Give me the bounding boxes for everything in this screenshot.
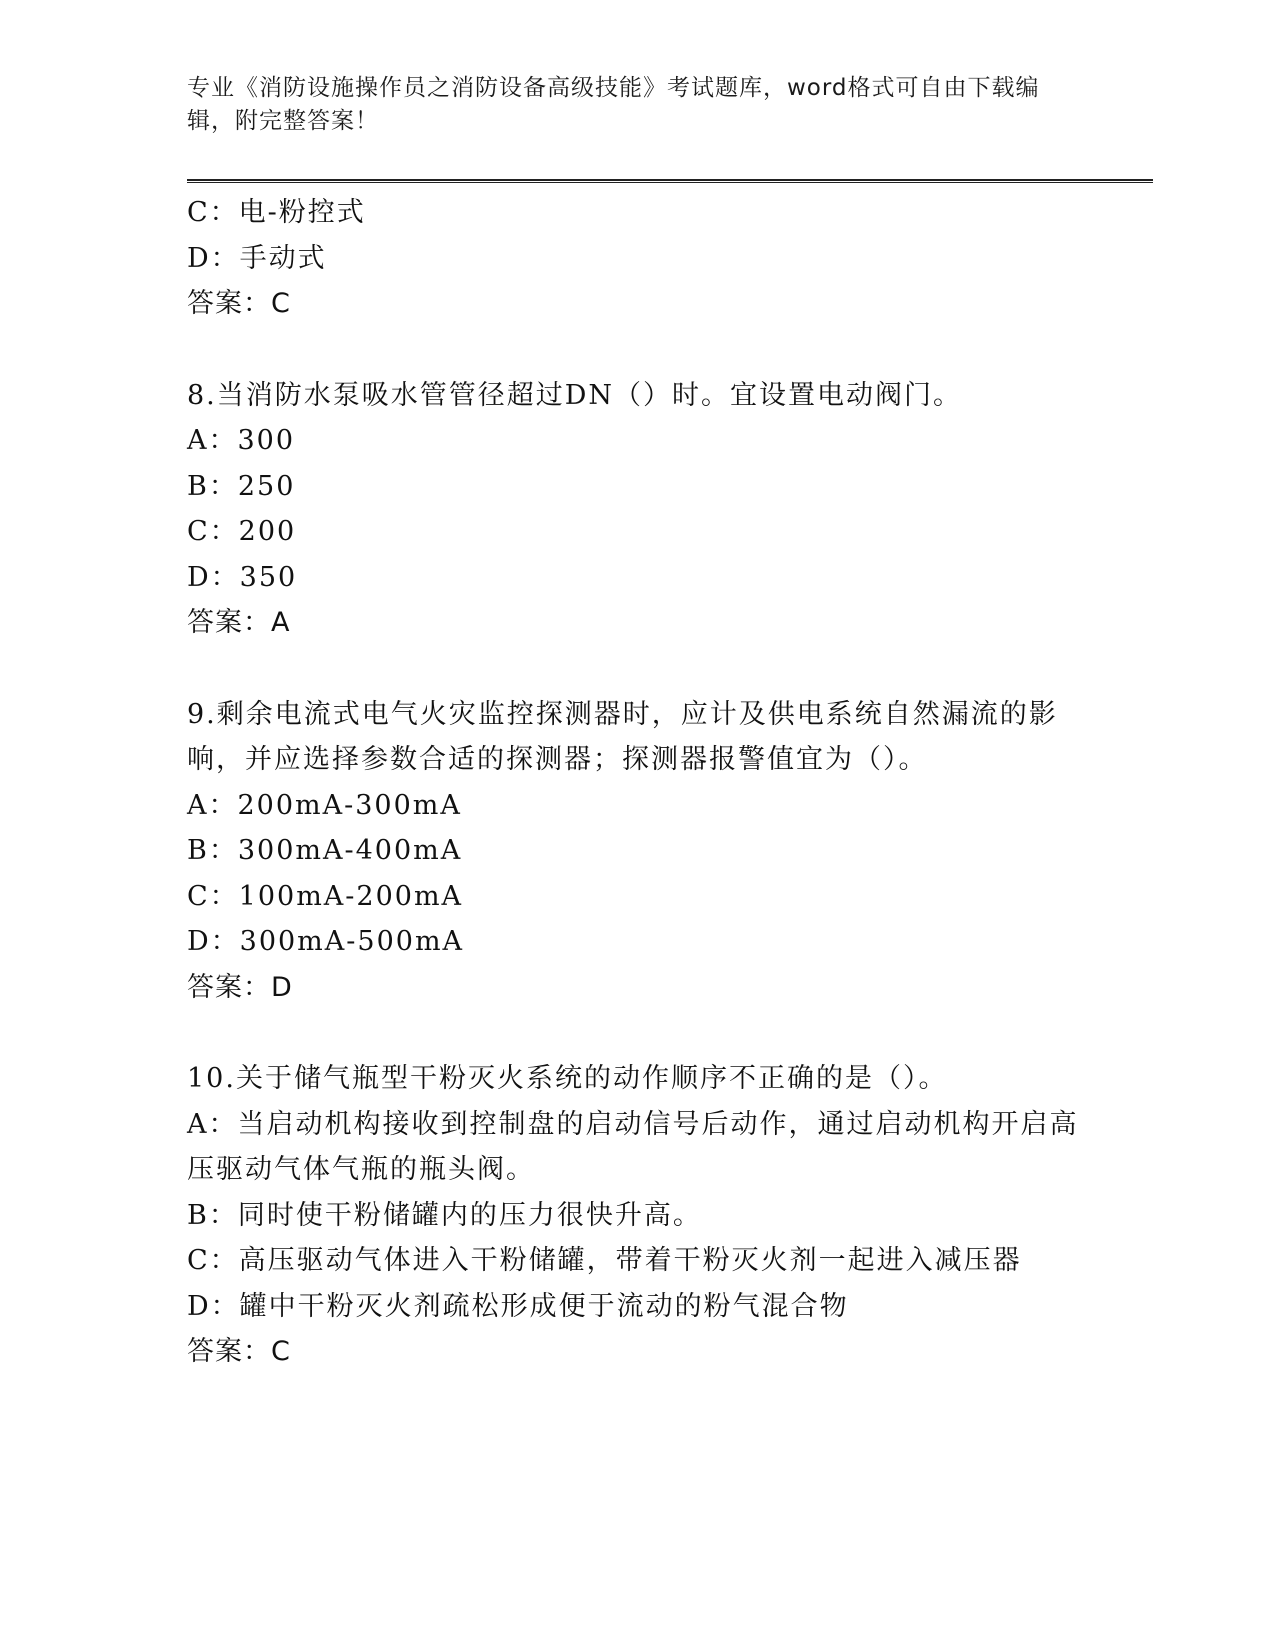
q7-answer: 答案：C bbox=[187, 288, 291, 319]
q9-option-a: A：200mA-300mA bbox=[187, 789, 462, 821]
question-7-tail bbox=[187, 190, 1087, 327]
question-9 bbox=[187, 692, 1087, 1011]
q10-option-a-line-1: A：当启动机构接收到控制盘的启动信号后动作，通过启动机构开启高 bbox=[187, 1108, 1079, 1140]
q9-option-c: C：100mA-200mA bbox=[187, 880, 464, 912]
question-8 bbox=[187, 373, 1087, 646]
q10-option-a-line-2: 压驱动气体气瓶的瓶头阀。 bbox=[187, 1154, 535, 1185]
q9-stem-line-2: 响，并应选择参数合适的探测器；探测器报警值宜为（）。 bbox=[187, 744, 928, 775]
q9-stem-line-1: 9.剩余电流式电气火灾监控探测器时，应计及供电系统自然漏流的影 bbox=[187, 698, 1058, 730]
q10-option-b: B：同时使干粉储罐内的压力很快升高。 bbox=[187, 1199, 702, 1231]
q9-option-d: D：300mA-500mA bbox=[187, 926, 465, 957]
q8-answer: 答案：A bbox=[187, 607, 291, 638]
q7-option-d: D：手动式 bbox=[187, 242, 327, 274]
spacer bbox=[187, 327, 1087, 373]
header-note bbox=[187, 72, 1087, 138]
q8-option-d: D：350 bbox=[187, 561, 298, 593]
q10-answer: 答案：C bbox=[187, 1336, 291, 1367]
header-line-1: 专业《消防设施操作员之消防设备高级技能》考试题库，word格式可自由下载编 bbox=[187, 75, 1040, 101]
q7-option-c: C：电-粉控式 bbox=[187, 197, 366, 228]
question-10 bbox=[187, 1056, 1087, 1375]
q9-answer: 答案：D bbox=[187, 971, 293, 1003]
header-line-2: 辑，附完整答案！ bbox=[187, 108, 379, 134]
q8-option-b: B：250 bbox=[187, 470, 296, 502]
q10-stem: 10.关于储气瓶型干粉灭火系统的动作顺序不正确的是（）。 bbox=[187, 1063, 948, 1094]
spacer bbox=[187, 646, 1087, 692]
q8-option-c: C：200 bbox=[187, 516, 297, 547]
q10-option-c: C：高压驱动气体进入干粉储罐，带着干粉灭火剂一起进入减压器 bbox=[187, 1245, 1022, 1276]
question-list bbox=[187, 190, 1087, 1375]
q10-option-d: D：罐中干粉灭火剂疏松形成便于流动的粉气混合物 bbox=[187, 1290, 849, 1322]
q8-stem: 8.当消防水泵吸水管管径超过DN（）时。宜设置电动阀门。 bbox=[187, 379, 963, 411]
header-divider bbox=[187, 179, 1153, 183]
spacer bbox=[187, 1010, 1087, 1056]
q9-option-b: B：300mA-400mA bbox=[187, 835, 463, 866]
q8-option-a: A：300 bbox=[187, 425, 296, 456]
